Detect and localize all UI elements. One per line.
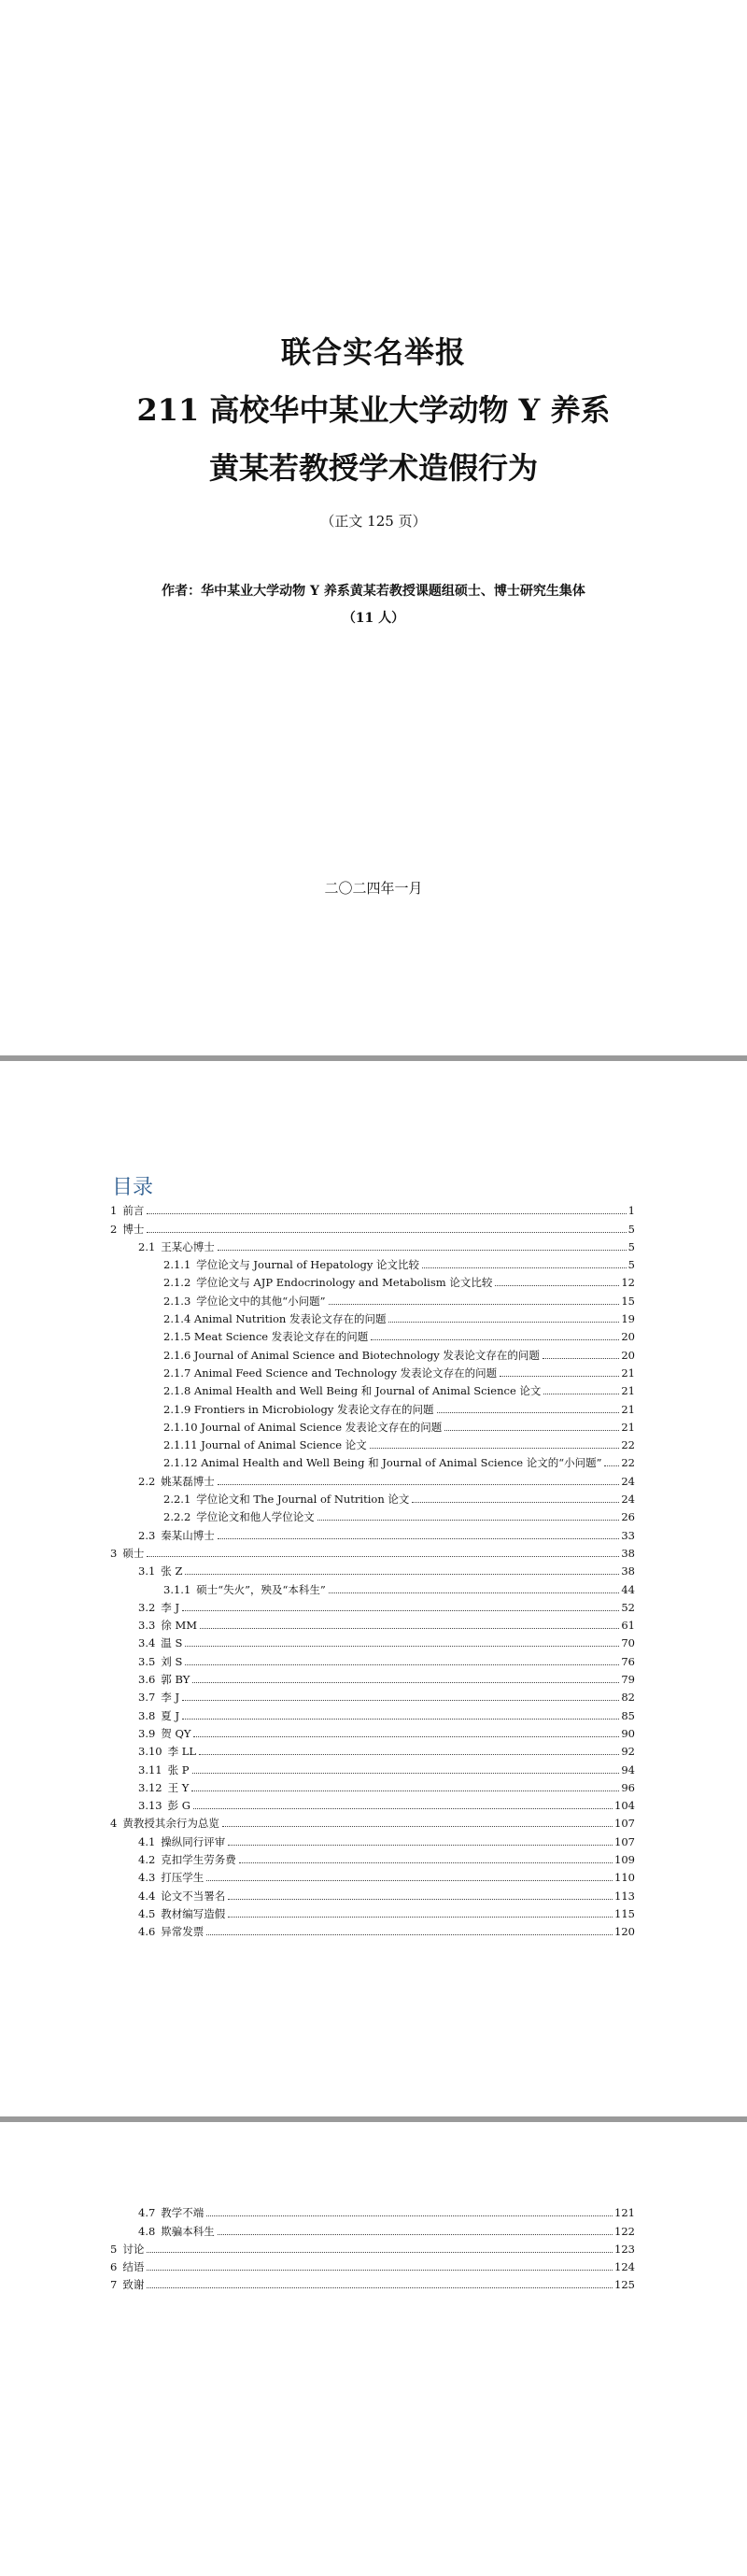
toc-entry-number: 3.11 xyxy=(138,1762,162,1776)
toc-entry-number: 2.1 xyxy=(138,1239,156,1253)
toc-entry[interactable] xyxy=(110,1560,635,1578)
toc-entry-number: 7 xyxy=(110,2278,118,2292)
toc-entry[interactable] xyxy=(110,1776,635,1794)
toc-entry[interactable] xyxy=(110,1343,635,1361)
toc-leader-dots xyxy=(182,1700,619,1701)
toc-entry-number: 4.3 xyxy=(138,1871,156,1885)
toc-entry-number: 4.4 xyxy=(138,1889,156,1903)
toc-leader-dots xyxy=(500,1376,619,1377)
toc-entry[interactable] xyxy=(110,1668,635,1686)
toc-entry-page: 123 xyxy=(614,2242,635,2256)
toc-entry[interactable] xyxy=(110,1866,635,1884)
toc-entry[interactable] xyxy=(110,1380,635,1397)
toc-entry-number: 4.8 xyxy=(138,2224,156,2238)
toc-entry[interactable] xyxy=(110,1596,635,1614)
toc-entry-page: 76 xyxy=(621,1654,635,1668)
toc-entry[interactable] xyxy=(110,1649,635,1667)
toc-entry-title: 教材编写造假 xyxy=(161,1906,226,1920)
toc-leader-dots xyxy=(185,1574,619,1575)
toc-entry[interactable] xyxy=(110,1506,635,1523)
toc-leader-dots xyxy=(604,1465,619,1466)
toc-entry-title: 2.1.9 Frontiers in Microbiology 发表论文存在的问题 xyxy=(163,1402,434,1416)
toc-leader-dots xyxy=(182,1719,619,1720)
toc-list-continued xyxy=(110,2201,635,2291)
toc-entry-number: 4.5 xyxy=(138,1906,156,1920)
toc-entry-number: 3.13 xyxy=(138,1799,162,1813)
toc-entry-title: 学位论文和 The Journal of Nutrition 论文 xyxy=(196,1493,410,1507)
cover-author-count: （11 人） xyxy=(342,611,405,626)
toc-leader-dots xyxy=(329,1304,620,1305)
toc-entry-page: 38 xyxy=(621,1564,635,1578)
toc-leader-dots xyxy=(317,1520,620,1521)
toc-entry-title: 硕士 xyxy=(122,1546,145,1560)
toc-entry-page: 121 xyxy=(614,2206,635,2220)
toc-entry[interactable] xyxy=(110,2273,635,2291)
toc-entry-page: 113 xyxy=(614,1889,635,1903)
toc-entry-page: 33 xyxy=(621,1528,635,1542)
toc-leader-dots xyxy=(444,1430,619,1431)
toc-leader-dots xyxy=(147,2252,613,2253)
toc-leader-dots xyxy=(193,1808,613,1809)
toc-entry-page: 125 xyxy=(614,2278,635,2292)
toc-entry-page: 122 xyxy=(614,2224,635,2238)
toc-entry[interactable] xyxy=(110,2219,635,2237)
toc-entry-page: 124 xyxy=(614,2260,635,2274)
cover-title-line1: 联合实名举报 xyxy=(280,334,466,370)
toc-entry[interactable] xyxy=(110,1451,635,1469)
toc-entry-title: 彭 G xyxy=(167,1799,190,1813)
toc-entry-title: 温 S xyxy=(161,1636,183,1650)
toc-list xyxy=(110,1199,635,1938)
toc-leader-dots xyxy=(228,1845,613,1846)
toc-entry-page: 21 xyxy=(621,1402,635,1416)
toc-entry[interactable] xyxy=(110,1434,635,1451)
toc-entry-title: 徐 MM xyxy=(161,1619,198,1633)
toc-leader-dots xyxy=(222,1826,613,1827)
toc-entry-page: 85 xyxy=(621,1708,635,1722)
toc-entry-title: 2.1.10 Journal of Animal Science 发表论文存在的问题 xyxy=(163,1420,443,1434)
toc-entry[interactable] xyxy=(110,1704,635,1721)
toc-entry-page: 90 xyxy=(621,1726,635,1740)
toc-entry-page: 82 xyxy=(621,1691,635,1705)
toc-entry-title: 讨论 xyxy=(122,2242,145,2256)
toc-entry[interactable] xyxy=(110,1578,635,1595)
toc-entry-page: 44 xyxy=(621,1582,635,1596)
toc-entry[interactable] xyxy=(110,1740,635,1758)
toc-entry-number: 2.1.3 xyxy=(163,1294,191,1308)
toc-leader-dots xyxy=(412,1502,619,1503)
toc-entry[interactable] xyxy=(110,1812,635,1830)
toc-leader-dots xyxy=(199,1754,619,1755)
toc-entry[interactable] xyxy=(110,1903,635,1920)
toc-entry-page: 79 xyxy=(621,1673,635,1687)
toc-leader-dots xyxy=(228,1899,613,1900)
toc-heading: 目录 xyxy=(112,1176,154,1199)
toc-entry-title: 2.1.7 Animal Feed Science and Technology 发表论文存在的问题 xyxy=(163,1366,498,1380)
toc-entry-number: 3.1 xyxy=(138,1564,156,1578)
cover-date: 二〇二四年一月 xyxy=(324,880,423,897)
toc-entry[interactable] xyxy=(110,1289,635,1307)
toc-entry-page: 38 xyxy=(621,1546,635,1560)
toc-entry-page: 70 xyxy=(621,1636,635,1650)
toc-entry-page: 22 xyxy=(621,1438,635,1452)
toc-entry-number: 2.2.1 xyxy=(163,1493,191,1507)
cover-subtitle: （正文 125 页） xyxy=(320,513,427,530)
toc-entry-number: 3.12 xyxy=(138,1780,162,1794)
toc-entry-page: 5 xyxy=(627,1258,635,1272)
toc-entry-title: 打压学生 xyxy=(161,1871,204,1885)
toc-leader-dots xyxy=(543,1358,619,1359)
toc-entry[interactable] xyxy=(110,1632,635,1649)
toc-leader-dots xyxy=(371,1339,619,1340)
toc-entry-number: 2.1.2 xyxy=(163,1276,191,1290)
toc-entry-title: 姚某磊博士 xyxy=(161,1474,215,1488)
toc-entry-number: 3.10 xyxy=(138,1745,162,1759)
toc-entry-number: 3.6 xyxy=(138,1673,156,1687)
toc-entry-page: 96 xyxy=(621,1780,635,1794)
toc-entry[interactable] xyxy=(110,2256,635,2273)
toc-entry-page: 19 xyxy=(621,1312,635,1326)
toc-entry[interactable] xyxy=(110,1199,635,1217)
toc-leader-dots xyxy=(329,1592,620,1593)
toc-entry-number: 4.7 xyxy=(138,2206,156,2220)
toc-entry-number: 2.3 xyxy=(138,1528,156,1542)
toc-entry-page: 15 xyxy=(621,1294,635,1308)
toc-entry-title: 王某心博士 xyxy=(161,1239,215,1253)
toc-entry-title: 致谢 xyxy=(122,2278,145,2292)
cover-title-line3: 黄某若教授学术造假行为 xyxy=(208,450,538,486)
toc-leader-dots xyxy=(495,1285,619,1286)
toc-leader-dots xyxy=(437,1412,620,1413)
toc-leader-dots xyxy=(200,1628,619,1629)
toc-entry-number: 3.3 xyxy=(138,1619,156,1633)
toc-entry-number: 3.1.1 xyxy=(163,1582,191,1596)
toc-entry-page: 5 xyxy=(627,1222,635,1236)
toc-entry-title: 黄教授其余行为总览 xyxy=(122,1817,219,1831)
toc-entry-title: 2.1.8 Animal Health and Well Being 和 Journal of Animal Science 论文 xyxy=(163,1384,542,1398)
toc-entry[interactable] xyxy=(110,1397,635,1415)
toc-entry-page: 107 xyxy=(614,1817,635,1831)
page-separator xyxy=(0,2116,747,2122)
toc-entry[interactable] xyxy=(110,1362,635,1380)
toc-entry[interactable] xyxy=(110,1253,635,1271)
toc-entry-number: 4.1 xyxy=(138,1834,156,1848)
toc-entry-title: 李 J xyxy=(161,1600,180,1614)
toc-entry-number: 4.2 xyxy=(138,1852,156,1866)
toc-leader-dots xyxy=(182,1610,619,1611)
toc-leader-dots xyxy=(147,1232,626,1233)
toc-leader-dots xyxy=(239,1862,613,1863)
toc-entry-title: 学位论文和他人学位论文 xyxy=(196,1510,315,1524)
toc-entry[interactable] xyxy=(110,1416,635,1434)
toc-entry[interactable] xyxy=(110,1920,635,1938)
toc-entry-title: 操纵同行评审 xyxy=(161,1834,226,1848)
toc-entry-title: 论文不当署名 xyxy=(161,1889,226,1903)
toc-entry-number: 4 xyxy=(110,1817,118,1831)
toc-leader-dots xyxy=(191,1790,619,1791)
toc-leader-dots xyxy=(192,1773,620,1774)
page-separator xyxy=(0,1055,747,1061)
toc-leader-dots xyxy=(192,1682,619,1683)
toc-entry[interactable] xyxy=(110,1325,635,1343)
toc-entry[interactable] xyxy=(110,1236,635,1253)
toc-entry-title: 张 P xyxy=(167,1762,190,1776)
toc-entry-number: 1 xyxy=(110,1204,118,1218)
toc-entry[interactable] xyxy=(110,1794,635,1812)
toc-entry-title: 学位论文与 Journal of Hepatology 论文比较 xyxy=(196,1258,420,1272)
toc-leader-dots xyxy=(147,2287,613,2288)
toc-entry[interactable] xyxy=(110,1308,635,1325)
toc-entry[interactable] xyxy=(110,1830,635,1847)
toc-leader-dots xyxy=(218,1538,620,1539)
toc-entry-page: 12 xyxy=(621,1276,635,1290)
toc-entry-number: 2.1.1 xyxy=(163,1258,191,1272)
toc-leader-dots xyxy=(206,1880,613,1881)
toc-leader-dots xyxy=(185,1646,619,1647)
toc-entry-page: 26 xyxy=(621,1510,635,1524)
toc-entry-page: 20 xyxy=(621,1330,635,1344)
toc-leader-dots xyxy=(193,1736,619,1737)
toc-entry-title: 前言 xyxy=(122,1204,145,1218)
toc-entry-number: 5 xyxy=(110,2242,118,2256)
toc-entry[interactable] xyxy=(110,2201,635,2219)
toc-entry-title: 2.1.12 Animal Health and Well Being 和 Journal of Animal Science 论文的“小问题” xyxy=(163,1456,602,1470)
toc-entry-title: 贺 QY xyxy=(161,1726,191,1740)
toc-entry-title: 2.1.4 Animal Nutrition 发表论文存在的问题 xyxy=(163,1312,387,1326)
toc-entry-title: 夏 J xyxy=(161,1708,180,1722)
toc-leader-dots xyxy=(206,2215,613,2216)
toc-entry-page: 24 xyxy=(621,1493,635,1507)
toc-entry-page: 21 xyxy=(621,1366,635,1380)
toc-entry-page: 20 xyxy=(621,1348,635,1362)
toc-entry-number: 3.4 xyxy=(138,1636,156,1650)
toc-entry-title: 2.1.11 Journal of Animal Science 论文 xyxy=(163,1438,367,1452)
toc-entry-page: 61 xyxy=(621,1619,635,1633)
toc-entry-number: 2.2.2 xyxy=(163,1510,191,1524)
toc-entry[interactable] xyxy=(110,1469,635,1487)
toc-entry-title: 学位论文与 AJP Endocrinology and Metabolism 论文比较 xyxy=(196,1276,493,1290)
toc-entry-page: 5 xyxy=(627,1239,635,1253)
toc-leader-dots xyxy=(228,1917,613,1918)
toc-entry-number: 6 xyxy=(110,2260,118,2274)
toc-entry[interactable] xyxy=(110,1686,635,1704)
toc-entry-title: 博士 xyxy=(122,1222,145,1236)
toc-entry-number: 3.9 xyxy=(138,1726,156,1740)
toc-entry-title: 异常发票 xyxy=(161,1925,204,1939)
toc-entry-title: 郭 BY xyxy=(161,1673,190,1687)
toc-entry-page: 1 xyxy=(627,1204,635,1218)
toc-entry-number: 2.2 xyxy=(138,1474,156,1488)
toc-entry[interactable] xyxy=(110,1523,635,1541)
toc-entry[interactable] xyxy=(110,1758,635,1776)
toc-leader-dots xyxy=(422,1267,627,1268)
toc-entry-title: 李 LL xyxy=(167,1745,197,1759)
toc-entry-page: 107 xyxy=(614,1834,635,1848)
toc-entry-page: 52 xyxy=(621,1600,635,1614)
toc-entry-title: 张 Z xyxy=(161,1564,183,1578)
toc-entry-title: 克扣学生劳务费 xyxy=(161,1852,236,1866)
toc-entry[interactable] xyxy=(110,1848,635,1866)
toc-entry[interactable] xyxy=(110,1542,635,1560)
toc-entry-number: 3.8 xyxy=(138,1708,156,1722)
toc-entry-title: 2.1.6 Journal of Animal Science and Biotechnology 发表论文存在的问题 xyxy=(163,1348,540,1362)
toc-entry-title: 教学不端 xyxy=(161,2206,204,2220)
toc-leader-dots xyxy=(147,1556,619,1557)
toc-entry-number: 3 xyxy=(110,1546,118,1560)
toc-entry[interactable] xyxy=(110,1722,635,1740)
cover-author: 作者：华中某业大学动物 Y 养系黄某若教授课题组硕士、博士研究生集体 xyxy=(162,584,585,599)
toc-entry-number: 2 xyxy=(110,1222,118,1236)
toc-entry-page: 21 xyxy=(621,1420,635,1434)
toc-leader-dots xyxy=(147,1213,626,1214)
toc-entry[interactable] xyxy=(110,1488,635,1506)
toc-entry-page: 109 xyxy=(614,1852,635,1866)
toc-entry-title: 2.1.5 Meat Science 发表论文存在的问题 xyxy=(163,1330,369,1344)
toc-leader-dots xyxy=(206,1934,613,1935)
toc-leader-dots xyxy=(218,2234,613,2235)
toc-leader-dots xyxy=(218,1250,627,1251)
toc-entry[interactable] xyxy=(110,1271,635,1289)
toc-entry-page: 24 xyxy=(621,1474,635,1488)
toc-entry-number: 3.7 xyxy=(138,1691,156,1705)
toc-entry-page: 94 xyxy=(621,1762,635,1776)
toc-leader-dots xyxy=(147,2270,613,2271)
toc-entry-number: 3.5 xyxy=(138,1654,156,1668)
toc-leader-dots xyxy=(218,1484,620,1485)
toc-entry-page: 115 xyxy=(614,1906,635,1920)
toc-entry-title: 结语 xyxy=(122,2260,145,2274)
toc-entry-title: 欺骗本科生 xyxy=(161,2224,215,2238)
toc-entry-title: 秦某山博士 xyxy=(161,1528,215,1542)
toc-entry-title: 硕士“失火”，殃及“本科生” xyxy=(196,1582,326,1596)
toc-entry-title: 李 J xyxy=(161,1691,180,1705)
toc-entry[interactable] xyxy=(110,2238,635,2256)
toc-entry-page: 22 xyxy=(621,1456,635,1470)
toc-entry-title: 王 Y xyxy=(167,1780,190,1794)
toc-entry-number: 3.2 xyxy=(138,1600,156,1614)
toc-entry-number: 4.6 xyxy=(138,1925,156,1939)
toc-entry[interactable] xyxy=(110,1614,635,1632)
cover-title-line2: 211 高校华中某业大学动物 Y 养系 xyxy=(136,392,611,428)
toc-entry-page: 110 xyxy=(614,1871,635,1885)
toc-leader-dots xyxy=(388,1322,619,1323)
toc-leader-dots xyxy=(185,1664,619,1665)
toc-entry-page: 21 xyxy=(621,1384,635,1398)
toc-entry-page: 104 xyxy=(614,1799,635,1813)
toc-entry-title: 刘 S xyxy=(161,1654,183,1668)
toc-entry[interactable] xyxy=(110,1217,635,1235)
toc-entry-title: 学位论文中的其他“小问题” xyxy=(196,1294,326,1308)
toc-entry-page: 92 xyxy=(621,1745,635,1759)
toc-entry[interactable] xyxy=(110,1884,635,1902)
toc-entry-page: 120 xyxy=(614,1925,635,1939)
toc-leader-dots xyxy=(370,1448,620,1449)
